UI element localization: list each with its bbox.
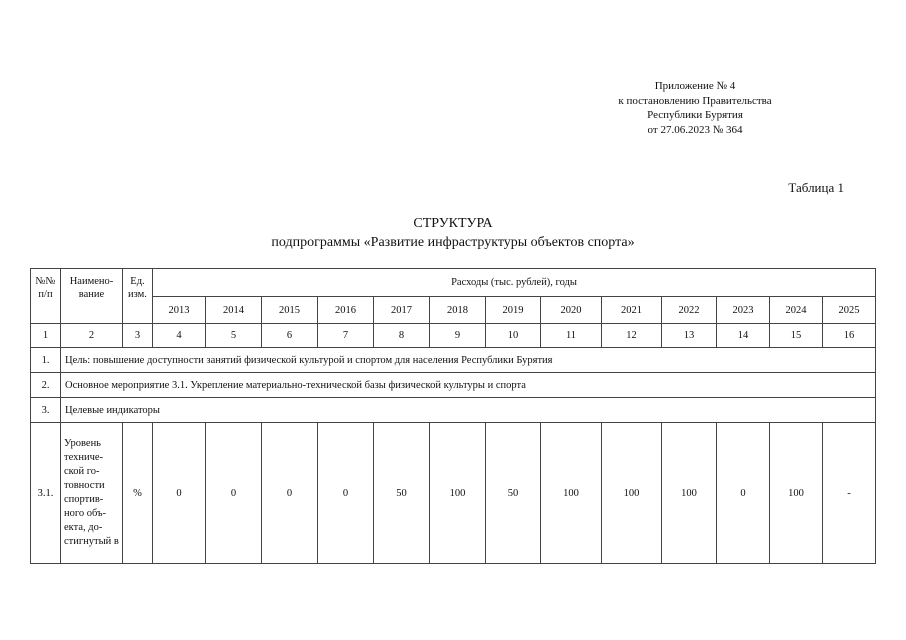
year-header: 2015 <box>262 297 318 324</box>
year-header: 2013 <box>153 297 206 324</box>
indicator-value: 0 <box>717 423 770 564</box>
section-row <box>31 398 876 423</box>
indicator-value: 0 <box>153 423 206 564</box>
structure-table <box>30 268 876 564</box>
column-number: 15 <box>770 324 823 348</box>
column-number: 1 <box>31 324 61 348</box>
appendix-line: к постановлению Правительства <box>618 94 772 107</box>
section-text: Целевые индикаторы <box>61 398 876 423</box>
column-number: 13 <box>662 324 717 348</box>
column-number-row <box>31 324 876 348</box>
section-row <box>31 373 876 398</box>
indicator-value: 50 <box>374 423 430 564</box>
year-header: 2025 <box>823 297 876 324</box>
indicator-value: 100 <box>662 423 717 564</box>
indicator-unit: % <box>123 423 153 564</box>
header-unit: Ед. изм. <box>123 269 153 324</box>
table-label: Таблица 1 <box>788 180 844 195</box>
year-header: 2016 <box>318 297 374 324</box>
year-header: 2021 <box>602 297 662 324</box>
section-text: Основное мероприятие 3.1. Укрепление материально-технической базы физической культуры и спорта <box>61 373 876 398</box>
column-number: 4 <box>153 324 206 348</box>
indicator-name: Уровень техниче-ской го-товности спортив-ного объ-екта, до-стигнутый в <box>61 423 123 564</box>
column-number: 16 <box>823 324 876 348</box>
years-row <box>31 297 876 324</box>
year-header: 2018 <box>430 297 486 324</box>
appendix-block <box>600 79 790 137</box>
year-header: 2022 <box>662 297 717 324</box>
title-sub: подпрограммы «Развитие инфраструктуры объектов спорта» <box>271 235 635 250</box>
column-number: 8 <box>374 324 430 348</box>
indicator-value: 50 <box>486 423 541 564</box>
title-main: СТРУКТУРА <box>413 216 493 231</box>
year-header: 2024 <box>770 297 823 324</box>
year-header: 2017 <box>374 297 430 324</box>
indicator-num: 3.1. <box>31 423 61 564</box>
year-header: 2019 <box>486 297 541 324</box>
column-number: 10 <box>486 324 541 348</box>
indicator-value: 100 <box>770 423 823 564</box>
indicator-value: 100 <box>602 423 662 564</box>
header-row <box>31 269 876 297</box>
year-header: 2020 <box>541 297 602 324</box>
appendix-line: от 27.06.2023 № 364 <box>647 123 743 136</box>
appendix-line: Республики Бурятия <box>647 109 743 121</box>
column-number: 14 <box>717 324 770 348</box>
indicator-value: - <box>823 423 876 564</box>
section-text: Цель: повышение доступности занятий физической культурой и спортом для населения Республики Бурятия <box>61 348 876 373</box>
year-header: 2023 <box>717 297 770 324</box>
header-name: Наимено-вание <box>61 269 123 324</box>
column-number: 3 <box>123 324 153 348</box>
column-number: 7 <box>318 324 374 348</box>
indicator-value: 100 <box>541 423 602 564</box>
column-number: 12 <box>602 324 662 348</box>
header-num: №№ п/п <box>31 269 61 324</box>
section-row <box>31 348 876 373</box>
indicator-row <box>31 423 876 564</box>
header-expenses: Расходы (тыс. рублей), годы <box>153 269 876 297</box>
section-num: 2. <box>31 373 61 398</box>
column-number: 9 <box>430 324 486 348</box>
indicator-value: 0 <box>262 423 318 564</box>
column-number: 2 <box>61 324 123 348</box>
section-num: 3. <box>31 398 61 423</box>
indicator-value: 0 <box>318 423 374 564</box>
section-num: 1. <box>31 348 61 373</box>
column-number: 6 <box>262 324 318 348</box>
column-number: 5 <box>206 324 262 348</box>
indicator-value: 100 <box>430 423 486 564</box>
document-title <box>0 214 906 252</box>
column-number: 11 <box>541 324 602 348</box>
year-header: 2014 <box>206 297 262 324</box>
appendix-line: Приложение № 4 <box>654 80 736 92</box>
indicator-value: 0 <box>206 423 262 564</box>
